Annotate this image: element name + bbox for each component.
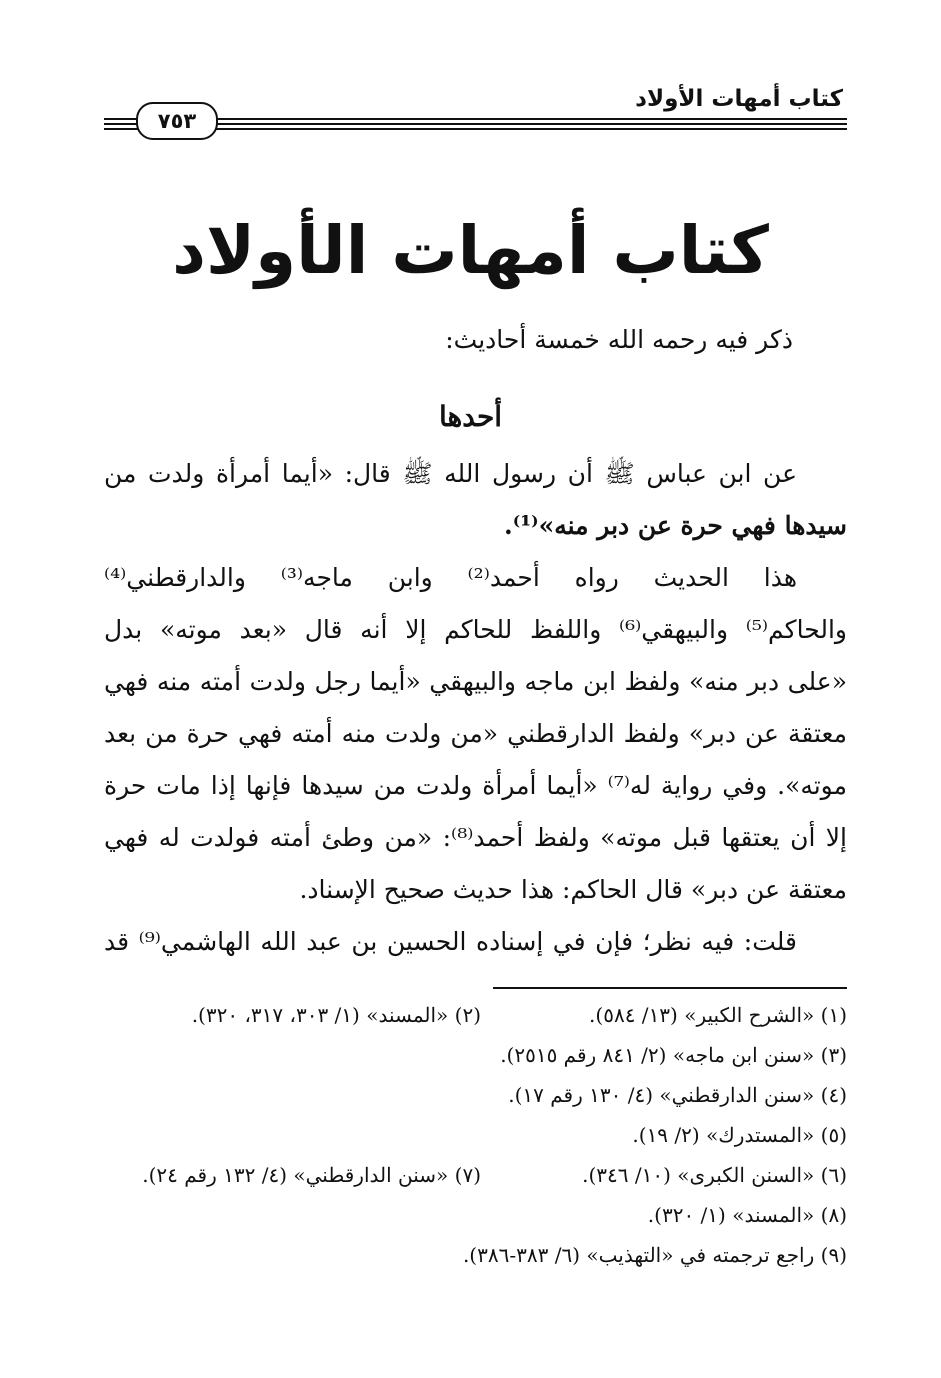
page-number: ٧٥٣ — [136, 102, 218, 140]
footnote-2: (٢) «المسند» (١/ ٣٠٣، ٣١٧، ٣٢٠). — [191, 1003, 481, 1027]
footnote-1: (١) «الشرح الكبير» (١٣/ ٥٨٤). — [589, 1003, 847, 1027]
body-line: سيدها فهي حرة عن دبر منه»⁽¹⁾. — [504, 511, 847, 540]
footnote-8: (٨) «المسند» (١/ ٣٢٠). — [647, 1203, 847, 1227]
body-line: معتقة عن دبر» قال الحاكم: هذا حديث صحيح الإسناد. — [299, 875, 847, 904]
footnote-4: (٤) «سنن الدارقطني» (٤/ ١٣٠ رقم ١٧). — [508, 1083, 847, 1107]
footnote-7: (٧) «سنن الدارقطني» (٤/ ١٣٢ رقم ٢٤). — [142, 1163, 481, 1187]
body-line: هذا الحديث رواه أحمد⁽²⁾ وابن ماجه⁽³⁾ والدارقطني⁽⁴⁾ — [104, 563, 798, 592]
body-line: موته». وفي رواية له⁽⁷⁾ «أيما أمرأة ولدت من سيدها فإنها إذا مات حرة — [104, 771, 847, 800]
body-line: قلت: فيه نظر؛ فإن في إسناده الحسين بن عبد الله الهاشمي⁽⁹⁾ قد — [104, 927, 797, 956]
footnote-3: (٣) «سنن ابن ماجه» (٢/ ٨٤١ رقم ٢٥١٥). — [500, 1043, 847, 1067]
body-line: والحاكم⁽⁵⁾ والبيهقي⁽⁶⁾ واللفظ للحاكم إلا أنه قال «بعد موته» بدل — [104, 615, 847, 644]
book-title: كتاب أمهات الأولاد — [172, 212, 769, 289]
section-heading: أحدها — [438, 400, 503, 433]
body-line: معتقة عن دبر» ولفظ الدارقطني «من ولدت منه أمته فهي حرة من بعد — [104, 719, 847, 748]
footnote-6: (٦) «السنن الكبرى» (١٠/ ٣٤٦). — [582, 1163, 847, 1187]
body-line: «على دبر منه» ولفظ ابن ماجه والبيهقي «أيما رجل ولدت أمته منه فهي — [104, 667, 847, 696]
footnote-separator — [493, 987, 847, 989]
body-line: عن ابن عباس ﷺ أن رسول الله ﷺ قال: «أيما أمرأة ولدت من — [104, 459, 797, 488]
running-header-title: كتاب أمهات الأولاد — [635, 86, 843, 112]
footnote-9: (٩) راجع ترجمته في «التهذيب» (٦/ ٣٨٣-٣٨٦). — [462, 1243, 847, 1267]
intro-line: ذكر فيه رحمه الله خمسة أحاديث: — [445, 325, 793, 354]
body-line: إلا أن يعتقها قبل موته» ولفظ أحمد⁽⁸⁾: «من وطئ أمته فولدت له فهي — [104, 823, 847, 852]
footnote-5: (٥) «المستدرك» (٢/ ١٩). — [632, 1123, 847, 1147]
